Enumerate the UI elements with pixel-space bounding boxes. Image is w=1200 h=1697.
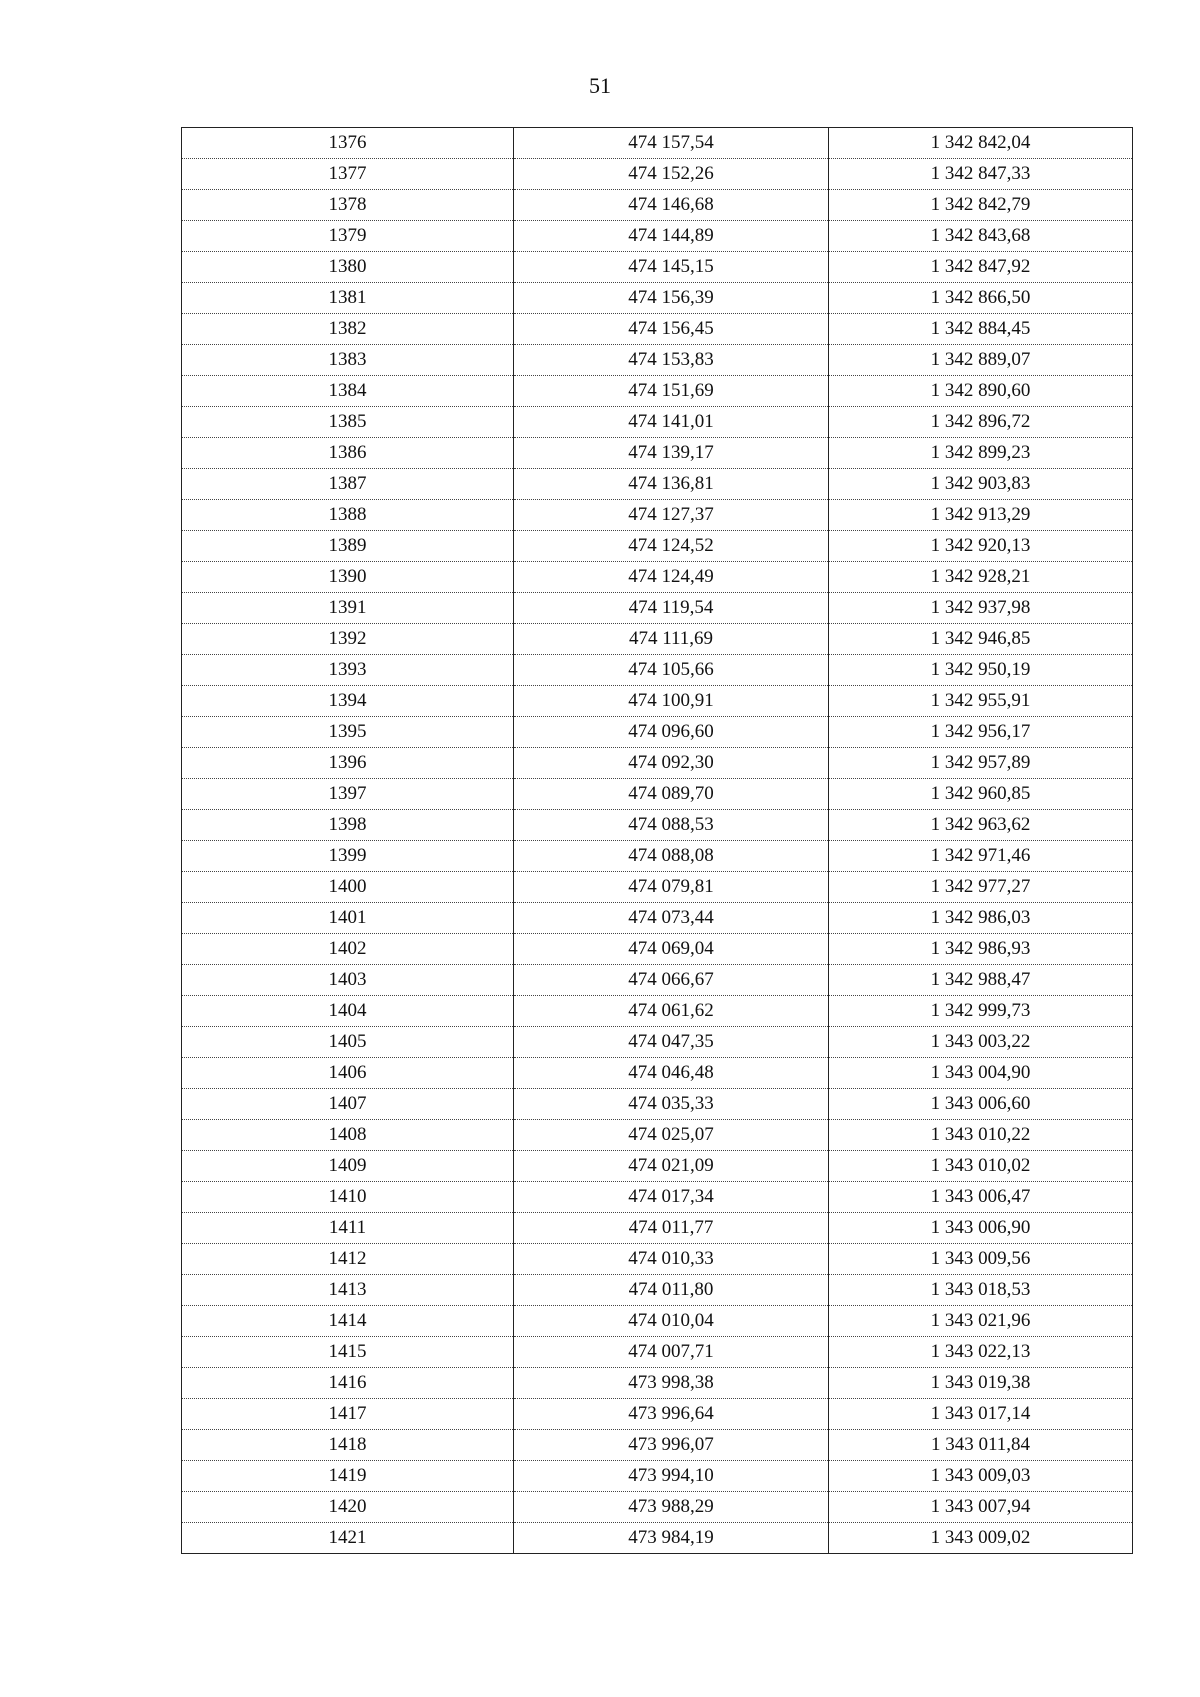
table-row bbox=[182, 872, 1133, 903]
y-coordinate-cell: 1 343 009,03 bbox=[829, 1461, 1133, 1492]
y-coordinate-cell: 1 342 896,72 bbox=[829, 407, 1133, 438]
point-number-cell: 1419 bbox=[182, 1461, 514, 1492]
point-number-cell: 1416 bbox=[182, 1368, 514, 1399]
table-row bbox=[182, 128, 1133, 159]
y-coordinate-cell: 1 343 017,14 bbox=[829, 1399, 1133, 1430]
point-number-cell: 1389 bbox=[182, 531, 514, 562]
table-row bbox=[182, 717, 1133, 748]
y-coordinate-cell: 1 342 971,46 bbox=[829, 841, 1133, 872]
table-row bbox=[182, 376, 1133, 407]
y-coordinate-cell: 1 343 006,90 bbox=[829, 1213, 1133, 1244]
x-coordinate-cell: 474 141,01 bbox=[514, 407, 829, 438]
y-coordinate-cell: 1 343 021,96 bbox=[829, 1306, 1133, 1337]
table-row bbox=[182, 469, 1133, 500]
y-coordinate-cell: 1 343 004,90 bbox=[829, 1058, 1133, 1089]
x-coordinate-cell: 474 017,34 bbox=[514, 1182, 829, 1213]
table-row bbox=[182, 624, 1133, 655]
table-row bbox=[182, 1399, 1133, 1430]
table-row bbox=[182, 252, 1133, 283]
x-coordinate-cell: 474 089,70 bbox=[514, 779, 829, 810]
y-coordinate-cell: 1 342 950,19 bbox=[829, 655, 1133, 686]
point-number-cell: 1376 bbox=[182, 128, 514, 159]
x-coordinate-cell: 474 073,44 bbox=[514, 903, 829, 934]
y-coordinate-cell: 1 343 009,02 bbox=[829, 1523, 1133, 1554]
y-coordinate-cell: 1 342 889,07 bbox=[829, 345, 1133, 376]
y-coordinate-cell: 1 342 847,92 bbox=[829, 252, 1133, 283]
y-coordinate-cell: 1 342 913,29 bbox=[829, 500, 1133, 531]
x-coordinate-cell: 474 119,54 bbox=[514, 593, 829, 624]
table-row bbox=[182, 562, 1133, 593]
y-coordinate-cell: 1 342 999,73 bbox=[829, 996, 1133, 1027]
table-row bbox=[182, 1337, 1133, 1368]
table-row bbox=[182, 965, 1133, 996]
y-coordinate-cell: 1 342 903,83 bbox=[829, 469, 1133, 500]
x-coordinate-cell: 473 996,07 bbox=[514, 1430, 829, 1461]
point-number-cell: 1413 bbox=[182, 1275, 514, 1306]
x-coordinate-cell: 474 146,68 bbox=[514, 190, 829, 221]
y-coordinate-cell: 1 342 956,17 bbox=[829, 717, 1133, 748]
y-coordinate-cell: 1 342 866,50 bbox=[829, 283, 1133, 314]
x-coordinate-cell: 474 151,69 bbox=[514, 376, 829, 407]
x-coordinate-cell: 474 100,91 bbox=[514, 686, 829, 717]
table-row bbox=[182, 810, 1133, 841]
point-number-cell: 1393 bbox=[182, 655, 514, 686]
x-coordinate-cell: 474 047,35 bbox=[514, 1027, 829, 1058]
point-number-cell: 1411 bbox=[182, 1213, 514, 1244]
point-number-cell: 1409 bbox=[182, 1151, 514, 1182]
point-number-cell: 1421 bbox=[182, 1523, 514, 1554]
x-coordinate-cell: 474 088,53 bbox=[514, 810, 829, 841]
table-row bbox=[182, 903, 1133, 934]
table-row bbox=[182, 1275, 1133, 1306]
point-number-cell: 1394 bbox=[182, 686, 514, 717]
table-row bbox=[182, 190, 1133, 221]
point-number-cell: 1397 bbox=[182, 779, 514, 810]
table-row bbox=[182, 1120, 1133, 1151]
x-coordinate-cell: 474 010,04 bbox=[514, 1306, 829, 1337]
point-number-cell: 1381 bbox=[182, 283, 514, 314]
x-coordinate-cell: 474 145,15 bbox=[514, 252, 829, 283]
point-number-cell: 1414 bbox=[182, 1306, 514, 1337]
y-coordinate-cell: 1 342 842,04 bbox=[829, 128, 1133, 159]
point-number-cell: 1391 bbox=[182, 593, 514, 624]
point-number-cell: 1400 bbox=[182, 872, 514, 903]
point-number-cell: 1396 bbox=[182, 748, 514, 779]
point-number-cell: 1408 bbox=[182, 1120, 514, 1151]
x-coordinate-cell: 474 153,83 bbox=[514, 345, 829, 376]
point-number-cell: 1418 bbox=[182, 1430, 514, 1461]
y-coordinate-cell: 1 343 019,38 bbox=[829, 1368, 1133, 1399]
x-coordinate-cell: 473 994,10 bbox=[514, 1461, 829, 1492]
x-coordinate-cell: 474 011,77 bbox=[514, 1213, 829, 1244]
x-coordinate-cell: 474 066,67 bbox=[514, 965, 829, 996]
point-number-cell: 1401 bbox=[182, 903, 514, 934]
x-coordinate-cell: 474 010,33 bbox=[514, 1244, 829, 1275]
y-coordinate-cell: 1 343 006,47 bbox=[829, 1182, 1133, 1213]
x-coordinate-cell: 474 096,60 bbox=[514, 717, 829, 748]
y-coordinate-cell: 1 342 977,27 bbox=[829, 872, 1133, 903]
x-coordinate-cell: 474 124,52 bbox=[514, 531, 829, 562]
x-coordinate-cell: 474 007,71 bbox=[514, 1337, 829, 1368]
table-row bbox=[182, 934, 1133, 965]
table-row bbox=[182, 1151, 1133, 1182]
y-coordinate-cell: 1 343 003,22 bbox=[829, 1027, 1133, 1058]
point-number-cell: 1387 bbox=[182, 469, 514, 500]
y-coordinate-cell: 1 343 006,60 bbox=[829, 1089, 1133, 1120]
y-coordinate-cell: 1 342 960,85 bbox=[829, 779, 1133, 810]
table-row bbox=[182, 221, 1133, 252]
point-number-cell: 1410 bbox=[182, 1182, 514, 1213]
point-number-cell: 1384 bbox=[182, 376, 514, 407]
table-row bbox=[182, 407, 1133, 438]
table-row bbox=[182, 1492, 1133, 1523]
point-number-cell: 1404 bbox=[182, 996, 514, 1027]
table-row bbox=[182, 1027, 1133, 1058]
table-row bbox=[182, 438, 1133, 469]
x-coordinate-cell: 473 998,38 bbox=[514, 1368, 829, 1399]
table-row bbox=[182, 345, 1133, 376]
point-number-cell: 1406 bbox=[182, 1058, 514, 1089]
point-number-cell: 1386 bbox=[182, 438, 514, 469]
table-row bbox=[182, 314, 1133, 345]
y-coordinate-cell: 1 342 890,60 bbox=[829, 376, 1133, 407]
y-coordinate-cell: 1 342 937,98 bbox=[829, 593, 1133, 624]
coordinates-table-body bbox=[182, 128, 1133, 1554]
x-coordinate-cell: 474 061,62 bbox=[514, 996, 829, 1027]
coordinates-table bbox=[181, 127, 1133, 1554]
point-number-cell: 1403 bbox=[182, 965, 514, 996]
x-coordinate-cell: 474 139,17 bbox=[514, 438, 829, 469]
point-number-cell: 1382 bbox=[182, 314, 514, 345]
y-coordinate-cell: 1 343 010,22 bbox=[829, 1120, 1133, 1151]
point-number-cell: 1417 bbox=[182, 1399, 514, 1430]
x-coordinate-cell: 474 111,69 bbox=[514, 624, 829, 655]
y-coordinate-cell: 1 343 018,53 bbox=[829, 1275, 1133, 1306]
point-number-cell: 1378 bbox=[182, 190, 514, 221]
table-row bbox=[182, 1244, 1133, 1275]
y-coordinate-cell: 1 343 010,02 bbox=[829, 1151, 1133, 1182]
y-coordinate-cell: 1 342 986,93 bbox=[829, 934, 1133, 965]
table-row bbox=[182, 1306, 1133, 1337]
x-coordinate-cell: 474 025,07 bbox=[514, 1120, 829, 1151]
point-number-cell: 1380 bbox=[182, 252, 514, 283]
x-coordinate-cell: 474 136,81 bbox=[514, 469, 829, 500]
table-row bbox=[182, 1089, 1133, 1120]
table-row bbox=[182, 686, 1133, 717]
y-coordinate-cell: 1 342 963,62 bbox=[829, 810, 1133, 841]
table-row bbox=[182, 841, 1133, 872]
point-number-cell: 1395 bbox=[182, 717, 514, 748]
table-row bbox=[182, 1368, 1133, 1399]
y-coordinate-cell: 1 342 842,79 bbox=[829, 190, 1133, 221]
y-coordinate-cell: 1 342 920,13 bbox=[829, 531, 1133, 562]
table-row bbox=[182, 159, 1133, 190]
y-coordinate-cell: 1 342 955,91 bbox=[829, 686, 1133, 717]
table-row bbox=[182, 1430, 1133, 1461]
table-row bbox=[182, 1182, 1133, 1213]
x-coordinate-cell: 474 035,33 bbox=[514, 1089, 829, 1120]
x-coordinate-cell: 474 127,37 bbox=[514, 500, 829, 531]
x-coordinate-cell: 474 011,80 bbox=[514, 1275, 829, 1306]
x-coordinate-cell: 474 144,89 bbox=[514, 221, 829, 252]
point-number-cell: 1390 bbox=[182, 562, 514, 593]
x-coordinate-cell: 474 021,09 bbox=[514, 1151, 829, 1182]
table-row bbox=[182, 748, 1133, 779]
x-coordinate-cell: 474 088,08 bbox=[514, 841, 829, 872]
point-number-cell: 1407 bbox=[182, 1089, 514, 1120]
table-row bbox=[182, 996, 1133, 1027]
point-number-cell: 1402 bbox=[182, 934, 514, 965]
x-coordinate-cell: 474 092,30 bbox=[514, 748, 829, 779]
point-number-cell: 1399 bbox=[182, 841, 514, 872]
y-coordinate-cell: 1 342 986,03 bbox=[829, 903, 1133, 934]
table-row bbox=[182, 655, 1133, 686]
table-row bbox=[182, 1058, 1133, 1089]
x-coordinate-cell: 474 069,04 bbox=[514, 934, 829, 965]
table-row bbox=[182, 1461, 1133, 1492]
table-row bbox=[182, 593, 1133, 624]
table-row bbox=[182, 779, 1133, 810]
x-coordinate-cell: 474 124,49 bbox=[514, 562, 829, 593]
y-coordinate-cell: 1 343 009,56 bbox=[829, 1244, 1133, 1275]
point-number-cell: 1383 bbox=[182, 345, 514, 376]
x-coordinate-cell: 474 156,39 bbox=[514, 283, 829, 314]
x-coordinate-cell: 474 157,54 bbox=[514, 128, 829, 159]
page-number: 51 bbox=[589, 73, 611, 98]
y-coordinate-cell: 1 342 928,21 bbox=[829, 562, 1133, 593]
point-number-cell: 1405 bbox=[182, 1027, 514, 1058]
x-coordinate-cell: 474 079,81 bbox=[514, 872, 829, 903]
table-row bbox=[182, 1213, 1133, 1244]
y-coordinate-cell: 1 342 988,47 bbox=[829, 965, 1133, 996]
y-coordinate-cell: 1 343 011,84 bbox=[829, 1430, 1133, 1461]
y-coordinate-cell: 1 343 007,94 bbox=[829, 1492, 1133, 1523]
point-number-cell: 1398 bbox=[182, 810, 514, 841]
point-number-cell: 1415 bbox=[182, 1337, 514, 1368]
table-row bbox=[182, 500, 1133, 531]
x-coordinate-cell: 473 984,19 bbox=[514, 1523, 829, 1554]
x-coordinate-cell: 473 996,64 bbox=[514, 1399, 829, 1430]
x-coordinate-cell: 473 988,29 bbox=[514, 1492, 829, 1523]
y-coordinate-cell: 1 342 899,23 bbox=[829, 438, 1133, 469]
table-row bbox=[182, 1523, 1133, 1554]
x-coordinate-cell: 474 105,66 bbox=[514, 655, 829, 686]
y-coordinate-cell: 1 342 847,33 bbox=[829, 159, 1133, 190]
point-number-cell: 1379 bbox=[182, 221, 514, 252]
point-number-cell: 1420 bbox=[182, 1492, 514, 1523]
x-coordinate-cell: 474 156,45 bbox=[514, 314, 829, 345]
point-number-cell: 1412 bbox=[182, 1244, 514, 1275]
table-row bbox=[182, 531, 1133, 562]
table-row bbox=[182, 283, 1133, 314]
point-number-cell: 1385 bbox=[182, 407, 514, 438]
x-coordinate-cell: 474 046,48 bbox=[514, 1058, 829, 1089]
y-coordinate-cell: 1 342 957,89 bbox=[829, 748, 1133, 779]
y-coordinate-cell: 1 343 022,13 bbox=[829, 1337, 1133, 1368]
y-coordinate-cell: 1 342 884,45 bbox=[829, 314, 1133, 345]
point-number-cell: 1392 bbox=[182, 624, 514, 655]
x-coordinate-cell: 474 152,26 bbox=[514, 159, 829, 190]
point-number-cell: 1377 bbox=[182, 159, 514, 190]
y-coordinate-cell: 1 342 843,68 bbox=[829, 221, 1133, 252]
y-coordinate-cell: 1 342 946,85 bbox=[829, 624, 1133, 655]
point-number-cell: 1388 bbox=[182, 500, 514, 531]
